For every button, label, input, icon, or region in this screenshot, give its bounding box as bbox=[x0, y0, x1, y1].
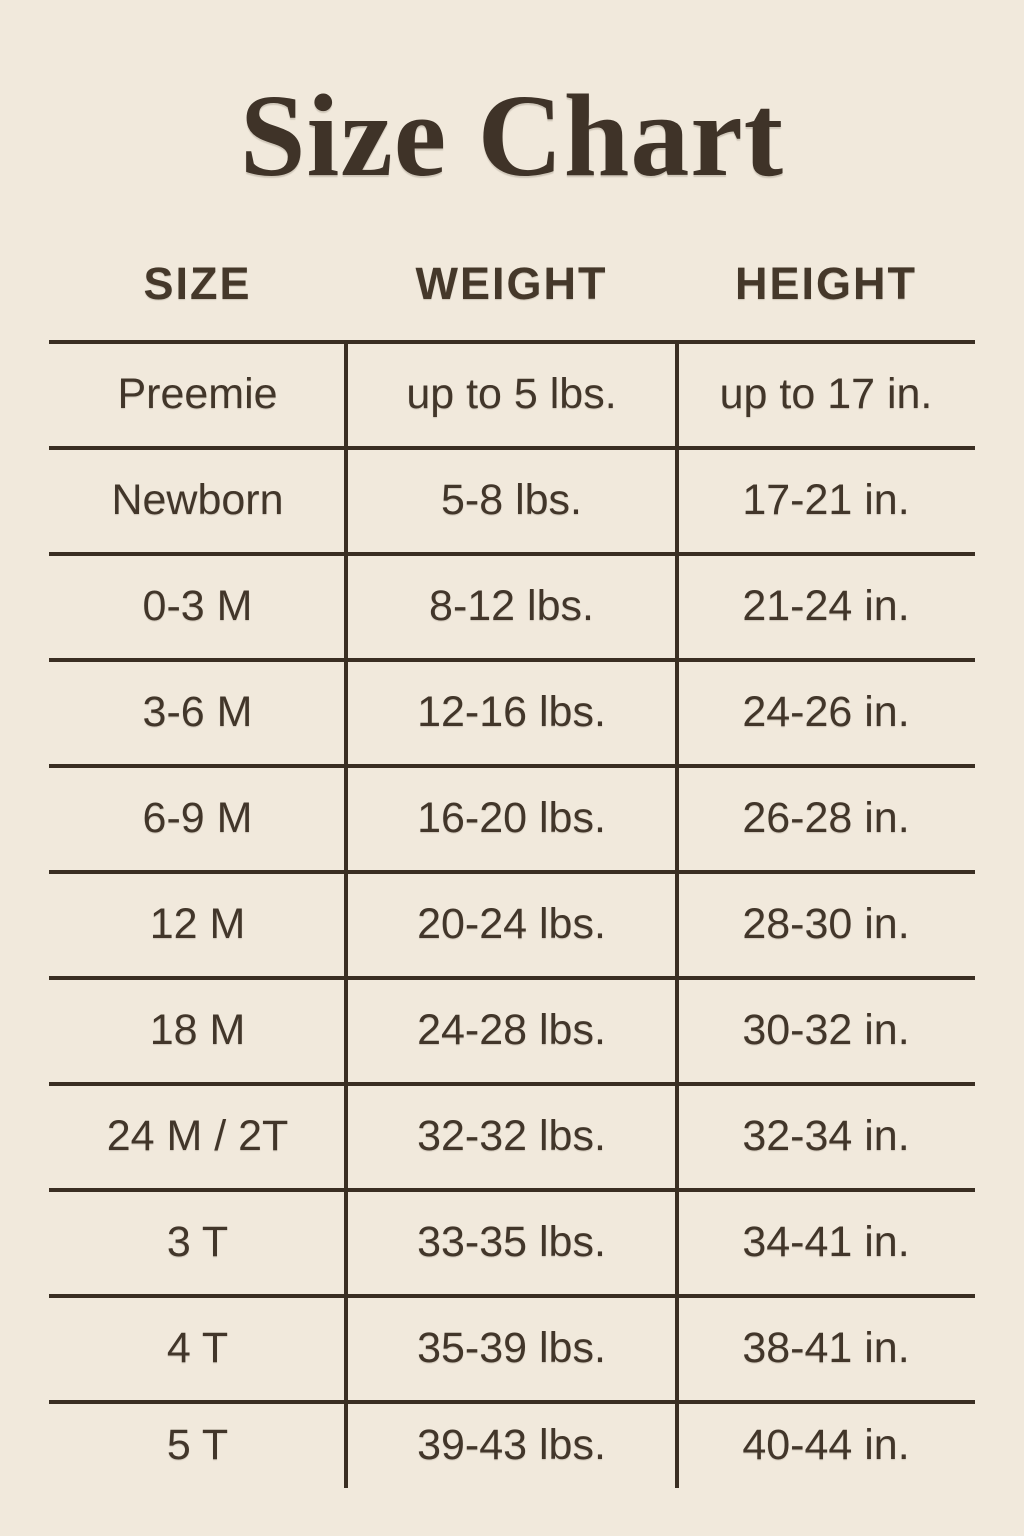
height-cell: 30-32 in. bbox=[742, 1006, 910, 1054]
weight-cell: 24-28 lbs. bbox=[417, 1006, 606, 1054]
weight-cell: 35-39 lbs. bbox=[417, 1324, 606, 1372]
weight-cell: 5-8 lbs. bbox=[440, 476, 582, 524]
column-header-height: HEIGHT bbox=[734, 257, 917, 309]
size-cell: 4 T bbox=[166, 1324, 229, 1372]
table-row bbox=[49, 552, 975, 658]
size-cell: 12 M bbox=[149, 900, 246, 948]
column-header-weight: WEIGHT bbox=[415, 257, 608, 309]
page-title: Size Chart bbox=[239, 70, 785, 201]
height-cell: 21-24 in. bbox=[742, 582, 910, 630]
size-cell: 6-9 M bbox=[142, 794, 253, 842]
table-body bbox=[49, 340, 975, 1488]
height-cell: 38-41 in. bbox=[742, 1324, 910, 1372]
table-row bbox=[49, 870, 975, 976]
weight-cell: up to 5 lbs. bbox=[406, 370, 617, 418]
table-row bbox=[49, 1188, 975, 1294]
size-cell: 24 M / 2T bbox=[106, 1112, 289, 1160]
size-cell: 3-6 M bbox=[142, 688, 253, 736]
column-divider bbox=[675, 340, 679, 1488]
weight-cell: 20-24 lbs. bbox=[417, 900, 606, 948]
size-cell: 3 T bbox=[166, 1218, 229, 1266]
weight-cell: 16-20 lbs. bbox=[417, 794, 606, 842]
size-cell: 5 T bbox=[166, 1421, 229, 1469]
height-cell: 24-26 in. bbox=[742, 688, 910, 736]
weight-cell: 8-12 lbs. bbox=[429, 582, 594, 630]
table-row bbox=[49, 1294, 975, 1400]
table-row bbox=[49, 764, 975, 870]
size-cell: Newborn bbox=[111, 476, 284, 524]
table-row bbox=[49, 446, 975, 552]
table-row bbox=[49, 1400, 975, 1488]
weight-cell: 12-16 lbs. bbox=[417, 688, 606, 736]
size-cell: 18 M bbox=[149, 1006, 246, 1054]
weight-cell: 33-35 lbs. bbox=[417, 1218, 606, 1266]
table-header-row bbox=[49, 258, 975, 340]
table-row bbox=[49, 658, 975, 764]
table-row bbox=[49, 976, 975, 1082]
height-cell: 34-41 in. bbox=[742, 1218, 910, 1266]
column-divider bbox=[344, 340, 348, 1488]
size-chart-table bbox=[49, 258, 975, 1488]
height-cell: 40-44 in. bbox=[742, 1421, 910, 1469]
column-header-size: SIZE bbox=[143, 257, 252, 309]
height-cell: up to 17 in. bbox=[719, 370, 933, 418]
table-row bbox=[49, 340, 975, 446]
height-cell: 26-28 in. bbox=[742, 794, 910, 842]
height-cell: 17-21 in. bbox=[742, 476, 910, 524]
weight-cell: 39-43 lbs. bbox=[417, 1421, 606, 1469]
weight-cell: 32-32 lbs. bbox=[417, 1112, 606, 1160]
height-cell: 32-34 in. bbox=[742, 1112, 910, 1160]
table-row bbox=[49, 1082, 975, 1188]
height-cell: 28-30 in. bbox=[742, 900, 910, 948]
size-cell: 0-3 M bbox=[142, 582, 253, 630]
size-cell: Preemie bbox=[117, 370, 278, 418]
